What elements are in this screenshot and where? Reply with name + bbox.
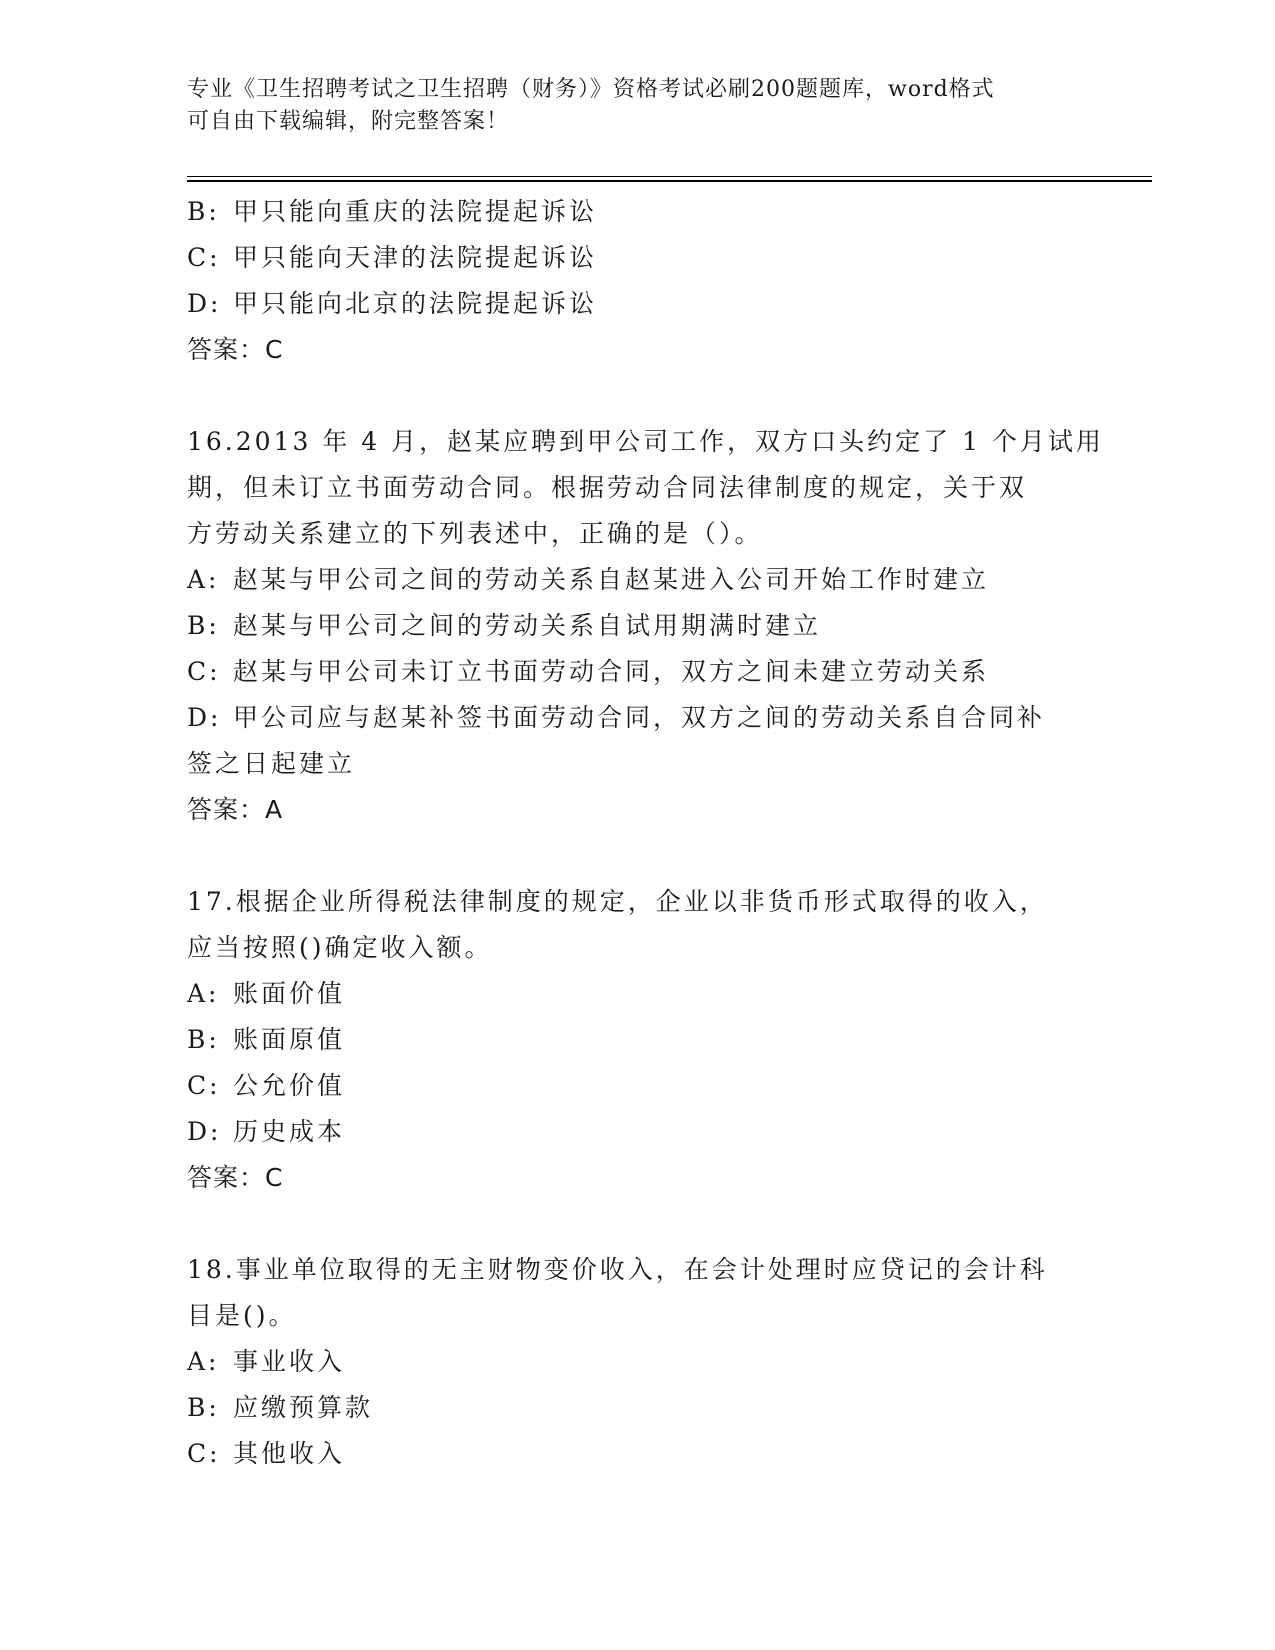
question-15-tail: [187, 189, 1087, 373]
option-d: D: 历史成本: [187, 1117, 346, 1146]
answer: 答案：A: [187, 795, 284, 824]
document-body: [187, 189, 1104, 1477]
question-text-line: 16.2013 年 4 月，赵某应聘到甲公司工作，双方口头约定了 1 个月试用: [187, 427, 1104, 456]
header-line-2: 可自由下载编辑，附完整答案！: [187, 109, 510, 134]
page-header: [187, 74, 1067, 138]
question-text-line: 18.事业单位取得的无主财物变价收入，在会计处理时应贷记的会计科: [187, 1255, 1048, 1284]
option-a: A: 账面价值: [187, 979, 346, 1008]
option-b: B: 账面原值: [187, 1025, 346, 1054]
question-text-line: 期，但未订立书面劳动合同。根据劳动合同法律制度的规定，关于双: [187, 473, 1028, 502]
option-d: D: 甲只能向北京的法院提起诉讼: [187, 289, 598, 318]
header-rule-thin: [187, 176, 1152, 177]
question-16: [187, 419, 1104, 833]
option-c: C: 公允价值: [187, 1071, 346, 1100]
option-b: B: 赵某与甲公司之间的劳动关系自试用期满时建立: [187, 611, 822, 640]
answer: 答案：C: [187, 1163, 284, 1192]
option-d: D: 甲公司应与赵某补签书面劳动合同，双方之间的劳动关系自合同补: [187, 703, 1046, 732]
option-a: A: 事业收入: [187, 1347, 346, 1376]
option-c: C: 赵某与甲公司未订立书面劳动合同，双方之间未建立劳动关系: [187, 657, 990, 686]
answer: 答案：C: [187, 335, 284, 364]
question-text-line: 17.根据企业所得税法律制度的规定，企业以非货币形式取得的收入，: [187, 887, 1048, 916]
question-text-line: 目是()。: [187, 1301, 297, 1330]
option-b: B: 甲只能向重庆的法院提起诉讼: [187, 197, 598, 226]
option-b: B: 应缴预算款: [187, 1393, 374, 1422]
question-text-line: 应当按照()确定收入额。: [187, 933, 493, 962]
option-c: C: 其他收入: [187, 1439, 346, 1468]
header-rule-thick: [187, 180, 1152, 182]
question-17: [187, 879, 1087, 1201]
question-text-line: 方劳动关系建立的下列表述中，正确的是（）。: [187, 519, 763, 548]
option-c: C: 甲只能向天津的法院提起诉讼: [187, 243, 598, 272]
option-a: A: 赵某与甲公司之间的劳动关系自赵某进入公司开始工作时建立: [187, 565, 990, 594]
question-18: [187, 1247, 1087, 1477]
option-d-continuation: 签之日起建立: [187, 749, 356, 778]
header-line-1: 专业《卫生招聘考试之卫生招聘（财务）》资格考试必刷200题题库，word格式: [187, 77, 995, 102]
